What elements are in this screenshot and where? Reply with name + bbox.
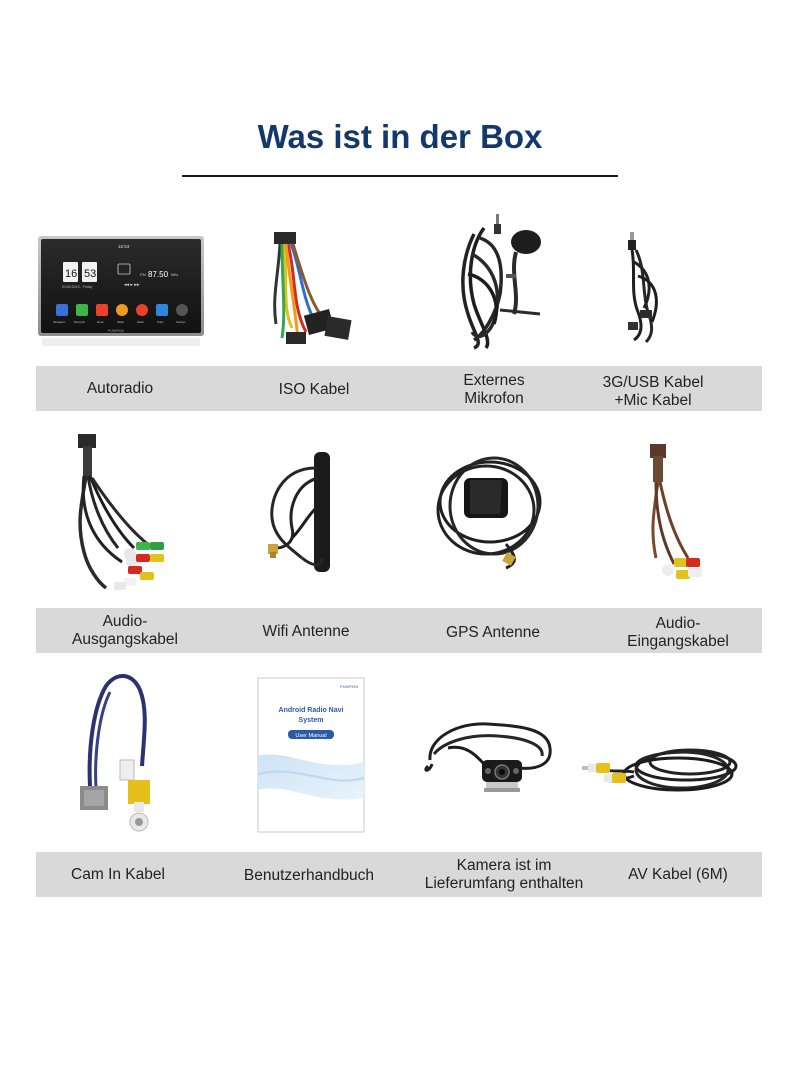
cam-in-cable-icon <box>76 676 176 840</box>
gps-antenna-icon <box>434 444 554 574</box>
app-settings: Settings <box>176 321 186 324</box>
audio-out-cable-icon <box>62 432 180 598</box>
manual-title-line1: Android Radio Navi <box>278 707 344 714</box>
fm-frequency: 87.50 <box>148 270 169 279</box>
clock-date: 01/01/2013 - Friday <box>62 285 93 289</box>
car-radio-icon <box>38 236 206 356</box>
app-navigation: Navigation <box>53 321 66 324</box>
app-bluetooth: Bluetooth <box>74 321 85 324</box>
item-label-externes-mikrofon: Externes Mikrofon <box>463 372 525 407</box>
svg-text:◂◂ ▸ ▸▸: ◂◂ ▸ ▸▸ <box>124 282 140 288</box>
radio-brand: PUMPKIN <box>108 329 124 333</box>
manual-brand: PUMPKIN <box>340 684 359 689</box>
clock-minutes: 53 <box>84 268 97 280</box>
usb-cable-icon <box>622 232 682 344</box>
item-label-audio-eingangskabel: Audio- Eingangskabel <box>627 615 729 650</box>
manual-title-line2: System <box>298 717 324 724</box>
item-label-audio-ausgangskabel: Audio- Ausgangskabel <box>72 613 178 648</box>
app-radio: Radio <box>117 321 124 324</box>
item-label-benutzerhandbuch: Benutzerhandbuch <box>243 867 375 884</box>
fm-unit: MHz <box>171 273 179 277</box>
fm-label: FM <box>140 272 146 277</box>
microphone-icon <box>444 214 554 354</box>
page-title: Was ist in der Box <box>257 118 543 155</box>
iso-cable-icon <box>262 228 358 352</box>
item-label-av-kabel: AV Kabel (6M) <box>628 866 728 883</box>
item-label-wifi-antenne: Wifi Antenne <box>262 623 350 640</box>
item-label-gps-antenne: GPS Antenne <box>446 624 540 641</box>
item-label-iso-kabel: ISO Kabel <box>278 381 350 398</box>
item-label-cam-in-kabel: Cam In Kabel <box>71 866 165 883</box>
title-underline <box>182 175 618 177</box>
status-time: 16:53 <box>118 244 130 249</box>
wifi-antenna-icon <box>262 448 346 578</box>
manual-badge: User Manual <box>295 733 327 739</box>
clock-hours: 16 <box>65 268 78 280</box>
audio-in-cable-icon <box>628 440 712 590</box>
item-label-autoradio: Autoradio <box>86 380 154 397</box>
manual-icon <box>258 678 364 832</box>
item-label-kamera: Kamera ist im Lieferumfang enthalten <box>424 857 584 892</box>
app-radio-2: Radio <box>137 321 144 324</box>
av-cable-icon <box>582 736 742 816</box>
item-label-usb-kabel: 3G/USB Kabel +Mic Kabel <box>602 374 704 409</box>
camera-icon <box>418 708 558 804</box>
app-video: Video <box>157 321 164 324</box>
app-music: Music <box>97 321 104 324</box>
